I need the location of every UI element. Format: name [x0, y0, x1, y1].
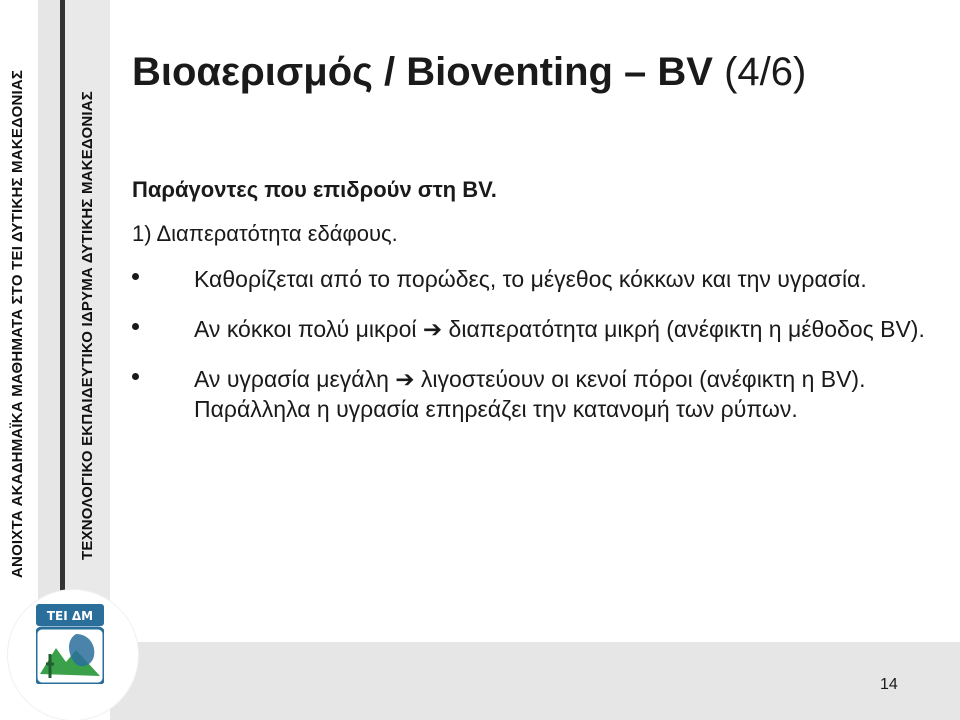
- sidebar-gray-band: [38, 0, 60, 600]
- sidebar-inner-text: ΤΕΧΝΟΛΟΓΙΚΟ ΕΚΠΑΙΔΕΥΤΙΚΟ ΙΔΡΥΜΑ ΔΥΤΙΚΗΣ ΜΑΚΕΔΟΝΙΑΣ: [79, 90, 96, 560]
- bullet-dot-icon: [132, 373, 139, 380]
- subheading: 1) Διαπερατότητα εδάφους.: [132, 221, 398, 246]
- bullet-dot-icon: [132, 273, 139, 280]
- footer-bar: [110, 642, 960, 720]
- page-number: 14: [880, 676, 898, 693]
- list-item: [132, 264, 932, 294]
- slide-title-main: Βιοαερισμός / Bioventing – BV: [132, 50, 713, 94]
- factors-heading: Παράγοντες που επιδρούν στη BV.: [132, 177, 497, 202]
- bullet-text: Καθορίζεται από το πορώδες, το μέγεθος κόκκων και την υγρασία.: [194, 266, 867, 292]
- list-item: [132, 364, 932, 424]
- bullet-text-cont: λιγοστεύουν οι κενοί πόροι (ανέφικτη η BV). Παράλληλα η υγρασία επηρεάζει την κατανομή των ρύπων.: [194, 366, 866, 422]
- slide-title-part: (4/6): [712, 50, 807, 94]
- tei-dm-logo-icon: [36, 604, 104, 684]
- bullet-dot-icon: [132, 323, 139, 330]
- bullet-text: Αν κόκκοι πολύ μικροί: [194, 316, 423, 342]
- slide-content: [132, 176, 932, 444]
- bullet-text: Αν υγρασία μεγάλη: [194, 366, 396, 392]
- logo-text: ΤΕΙ ΔΜ: [46, 609, 94, 623]
- bullet-list: [132, 264, 932, 424]
- arrow-right-icon: ➔: [422, 316, 443, 342]
- arrow-right-icon: ➔: [395, 366, 415, 392]
- slide-title: [132, 50, 806, 95]
- list-item: [132, 314, 932, 344]
- bullet-text-cont: διαπερατότητα μικρή (ανέφικτη η μέθοδος BV).: [442, 316, 925, 342]
- sidebar-outer-text: ΑΝΟΙΧΤΑ ΑΚΑΔΗΜΑΪΚΑ ΜΑΘΗΜΑΤΑ ΣΤΟ ΤΕΙ ΔΥΤΙΚΗΣ ΜΑΚΕΔΟΝΙΑΣ: [9, 69, 26, 578]
